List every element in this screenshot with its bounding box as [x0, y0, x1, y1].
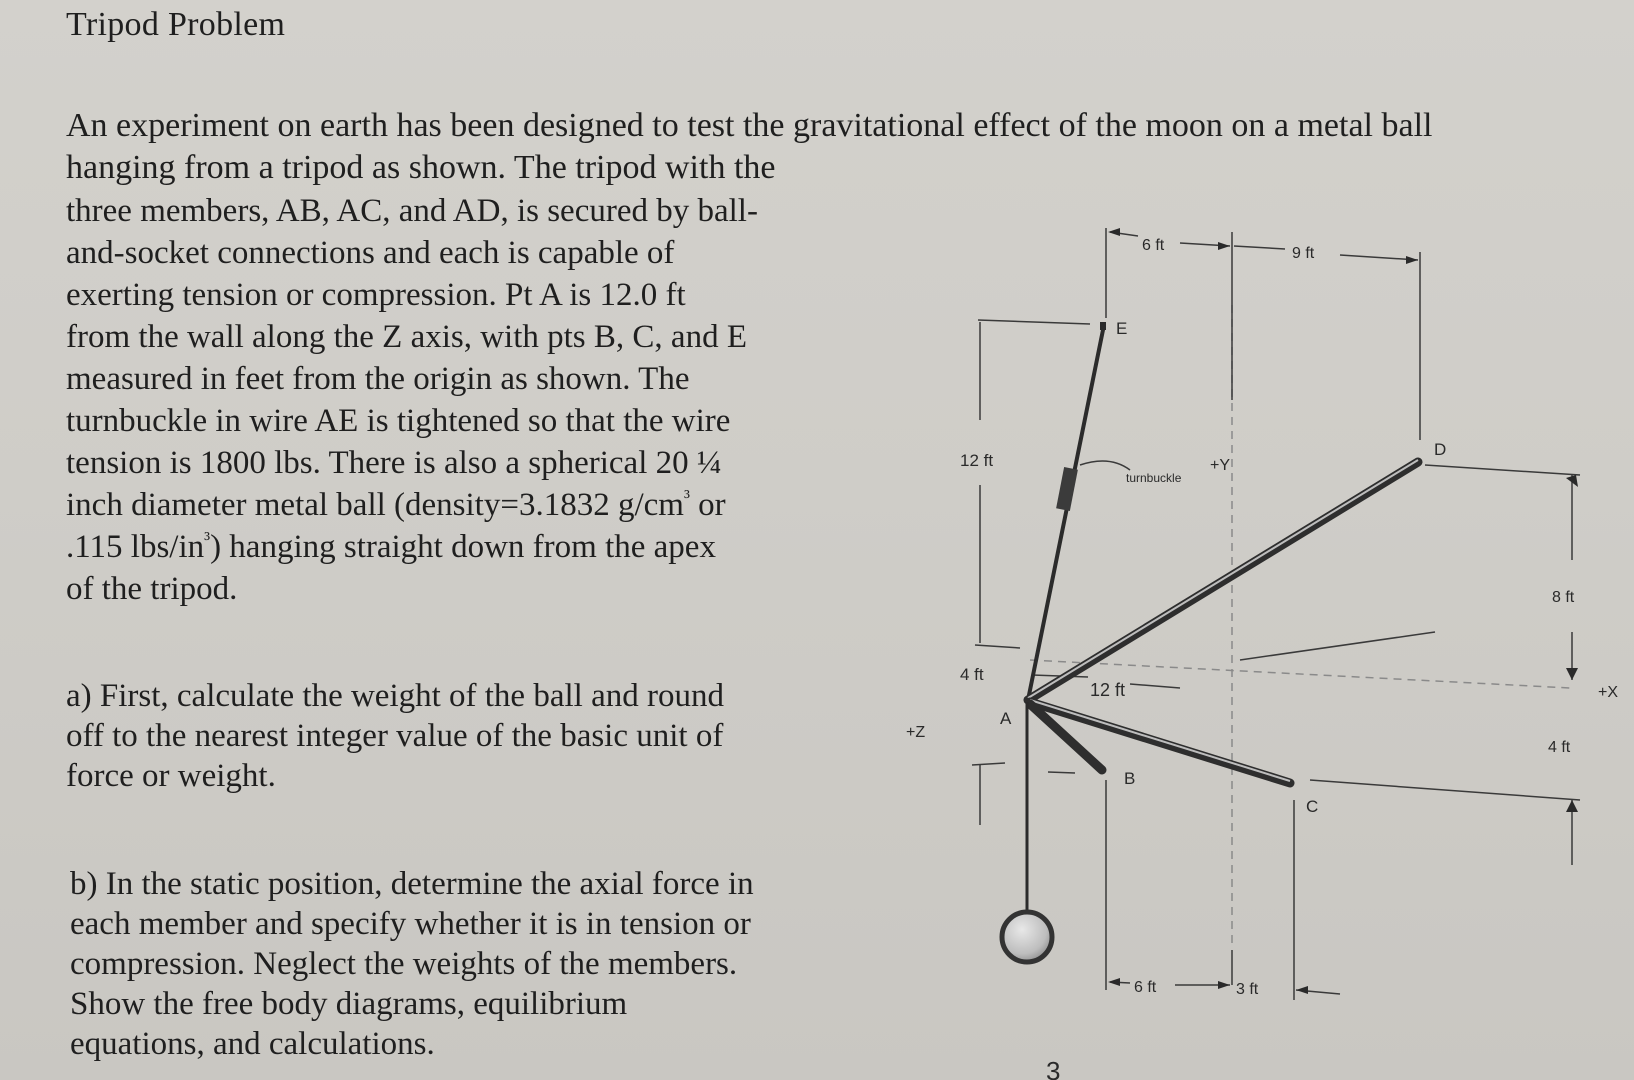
superscript-3: ³ [204, 528, 211, 550]
label-axis-z: +Z [906, 724, 926, 741]
question-a-line: force or weight. [66, 758, 276, 794]
question-a-line: a) First, calculate the weight of the ball and round [66, 678, 724, 714]
label-turnbuckle: turnbuckle [1126, 471, 1182, 485]
question-b-line: b) In the static position, determine the axial force in [70, 866, 754, 902]
intro-line: An experiment on earth has been designed to test the gravitational effect of the moon on a metal ball [66, 107, 1433, 144]
arrowhead [1108, 978, 1120, 986]
question-b-line: Show the free body diagrams, equilibrium [70, 986, 628, 1022]
superscript-3: ³ [683, 486, 690, 508]
dim-label-top-9: 9 ft [1292, 245, 1315, 262]
turnbuckle-body [1056, 467, 1078, 511]
turnbuckle-leader [1080, 461, 1130, 470]
intro-line-part: inch diameter metal ball (density=3.1832 g/cm [66, 487, 684, 523]
arrowhead [1296, 986, 1308, 994]
arrowhead [1406, 256, 1418, 264]
label-axis-y: +Y [1210, 457, 1231, 474]
label-point-a: A [1000, 709, 1012, 728]
intro-line: from the wall along the Z axis, with pts B, C, and E [66, 319, 747, 355]
dim-mid-12-line-b [1130, 684, 1180, 688]
dim-left-bottom-tick-b [1048, 772, 1075, 773]
axis-lines [1030, 305, 1570, 945]
question-b-line: equations, and calculations. [70, 1026, 435, 1062]
dim-left-mid-tick [975, 645, 1020, 648]
dim-right-bottom-tick [1310, 780, 1580, 800]
arrowhead [1566, 800, 1578, 812]
dim-left-top-tick [978, 320, 1090, 324]
label-point-e: E [1116, 319, 1128, 338]
intro-line: turnbuckle in wire AE is tightened so that the wire [66, 403, 731, 439]
question-b-line: compression. Neglect the weights of the members. [70, 946, 738, 982]
dim-label-bottom-3: 3 ft [1236, 981, 1259, 998]
wire-ae [1028, 325, 1104, 700]
dim-label-mid-12: 12 ft [1090, 680, 1126, 700]
dim-label-left-4: 4 ft [960, 665, 984, 684]
label-axis-x: +X [1598, 684, 1619, 701]
dim-label-right-4: 4 ft [1548, 739, 1571, 756]
metal-ball [1002, 912, 1052, 962]
dimension-lines [972, 228, 1580, 1000]
intro-line: tension is 1800 lbs. There is also a spherical 20 ¼ [66, 445, 722, 481]
page-title: Tripod Problem [66, 6, 286, 43]
intro-line-part: ) hanging straight down from the apex [210, 529, 716, 565]
intro-line: hanging from a tripod as shown. The tripod with the [66, 149, 776, 186]
intro-line-part: .115 lbs/in [66, 529, 205, 565]
label-point-b: B [1124, 769, 1136, 788]
dim-label-top-6: 6 ft [1142, 237, 1165, 254]
arrowhead [1566, 668, 1578, 680]
question-a-line: off to the nearest integer value of the basic unit of [66, 718, 724, 754]
label-point-c: C [1306, 797, 1319, 816]
dim-label-left-12: 12 ft [960, 451, 994, 470]
dim-right-top-tick [1425, 465, 1580, 475]
dim-left-bottom-tick [972, 763, 1005, 765]
intro-line: three members, AB, AC, and AD, is secured by ball- [66, 193, 758, 229]
intro-line: and-socket connections and each is capable of [66, 235, 675, 271]
dim-right-mid-line [1240, 632, 1435, 660]
intro-line: of the tripod. [66, 571, 238, 607]
arrowhead [1218, 981, 1230, 989]
question-b-line: each member and specify whether it is in tension or [70, 906, 751, 942]
intro-line: measured in feet from the origin as shown. The [66, 361, 690, 397]
dim-top-9-line [1234, 246, 1285, 249]
arrowhead [1108, 228, 1120, 236]
member-ad [1028, 462, 1418, 700]
intro-line: exerting tension or compression. Pt A is 12.0 ft [66, 277, 686, 313]
handwritten-scribble: 3 [1046, 1056, 1061, 1080]
dim-label-right-8: 8 ft [1552, 589, 1575, 606]
intro-line-part: or [689, 487, 726, 523]
dim-label-bottom-6: 6 ft [1134, 979, 1157, 996]
arrowhead [1218, 242, 1230, 250]
member-ad-highlight [1028, 460, 1418, 698]
label-point-d: D [1434, 440, 1447, 459]
